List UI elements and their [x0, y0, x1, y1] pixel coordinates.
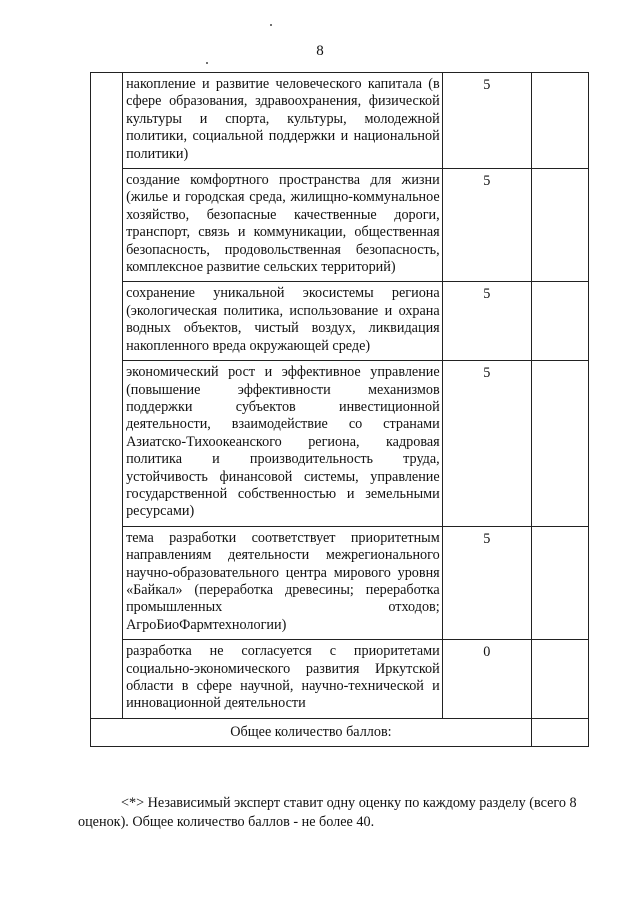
- criteria-table: [90, 72, 589, 747]
- score-cell: [442, 282, 531, 361]
- footnote: <*> Независимый эксперт ставит одну оценку по каждому разделу (всего 8 оценок). Общее количество баллов - не более 40.: [78, 795, 577, 830]
- table-row: [91, 526, 589, 639]
- section-number-cell: [91, 73, 123, 719]
- score-cell: [442, 361, 531, 527]
- criterion-text: сохранение уникальной экосистемы региона (экологическая политика, использование и охрана водных объектов, чистый воздух, ликвидация накопленного вреда окружающей среде): [126, 285, 440, 354]
- score-cell: [442, 73, 531, 169]
- score-value: 5: [483, 173, 491, 190]
- scan-speck: [270, 24, 272, 26]
- score-value: 0: [483, 644, 491, 661]
- table-row: [91, 361, 589, 527]
- expert-score-cell: [531, 73, 588, 169]
- criterion-cell: [123, 640, 443, 719]
- total-label: Общее количество баллов:: [230, 723, 392, 740]
- total-label-cell: [91, 718, 532, 746]
- expert-score-cell: [531, 169, 588, 282]
- score-cell: [442, 169, 531, 282]
- table-row: [91, 73, 589, 169]
- total-value-cell: [531, 718, 588, 746]
- criterion-text: накопление и развитие человеческого капитала (в сфере образования, здравоохранения, физической культуры и спорта, культуры, молодежной политики, социальной поддержки и национальной политики): [126, 76, 440, 162]
- score-value: 5: [483, 530, 491, 547]
- criterion-text: экономический рост и эффективное управление (повышение эффективности механизмов поддержки субъектов инвестиционной деятельности, взаимодействие со странами Азиатско-Тихоокеанского региона, кадровая политика и производительность труда, устойчивость финансовой системы, управление государственной собственностью и земельными ресурсами): [126, 364, 440, 520]
- score-value: 5: [483, 365, 491, 382]
- criterion-cell: [123, 526, 443, 639]
- expert-score-cell: [531, 526, 588, 639]
- criterion-cell: [123, 361, 443, 527]
- total-row: [91, 718, 589, 746]
- expert-score-cell: [531, 282, 588, 361]
- score-cell: [442, 640, 531, 719]
- criterion-text: тема разработки соответствует приоритетным направлениям деятельности межрегионального научно-образовательного центра мирового уровня «Байкал» (переработка древесины; переработка промышленных отходов; АгроБиоФармтехнологии): [126, 529, 440, 633]
- criterion-cell: [123, 282, 443, 361]
- expert-score-cell: [531, 640, 588, 719]
- page-number: 8: [316, 43, 324, 59]
- criterion-text: создание комфортного пространства для жизни (жилье и городская среда, жилищно-коммунальное хозяйство, безопасные качественные дороги, транспорт, связь и коммуникации, общественная безопасность, продовольственная безопасность, комплексное развитие сельских территорий): [126, 172, 440, 276]
- scan-speck: [206, 62, 208, 64]
- criterion-cell: [123, 169, 443, 282]
- score-cell: [442, 526, 531, 639]
- criterion-cell: [123, 73, 443, 169]
- table-row: [91, 640, 589, 719]
- score-value: 5: [483, 286, 491, 303]
- score-value: 5: [483, 77, 491, 93]
- criterion-text: разработка не согласуется с приоритетами социально-экономического развития Иркутской области в сфере научной, научно-технической и инновационной деятельности: [126, 643, 440, 712]
- table-row: [91, 169, 589, 282]
- expert-score-cell: [531, 361, 588, 527]
- table-row: [91, 282, 589, 361]
